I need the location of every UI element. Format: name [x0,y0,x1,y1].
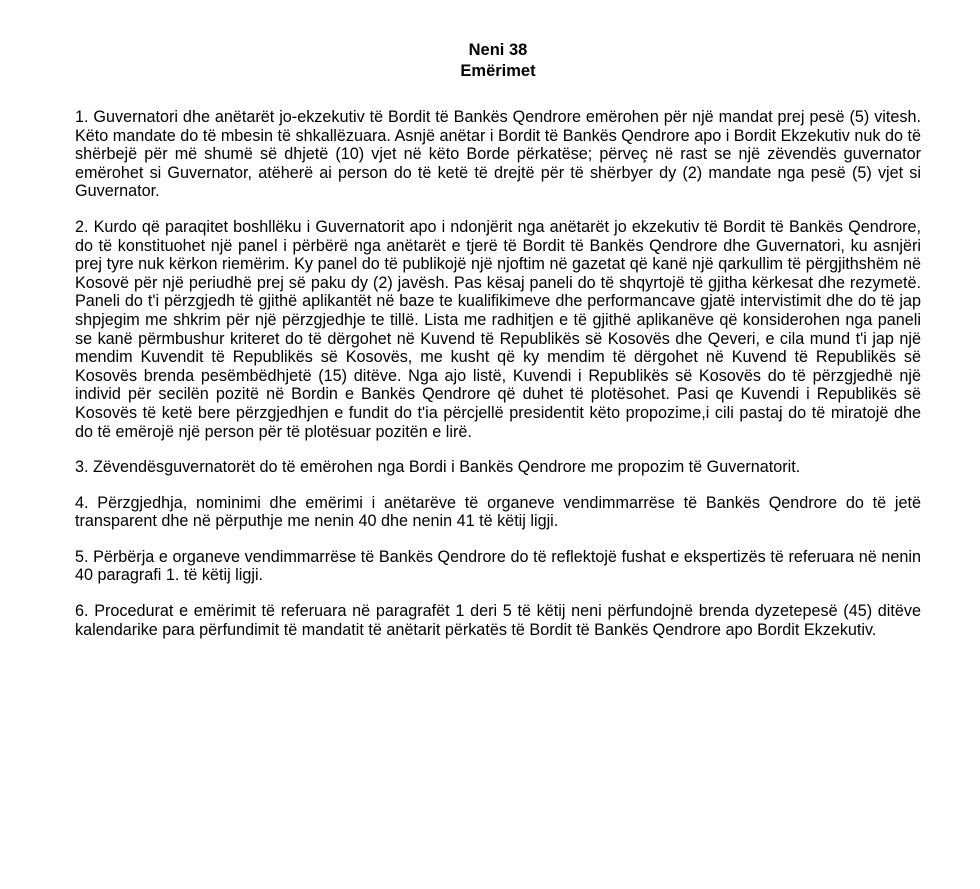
paragraph-4: 4. Përzgjedhja, nominimi dhe emërimi i anëtarëve të organeve vendimmarrëse të Bankës Qendrore do të jetë transparent dhe në përputhje me nenin 40 dhe nenin 41 të këtij ligji. [75,493,921,531]
paragraph-6: 6. Procedurat e emërimit të referuara në paragrafët 1 deri 5 të këtij neni përfundojnë brenda dyzetepesë (45) ditëve kalendarike para përfundimit të mandatit të anëtarit përkatës të Bordit të Bankës Qendrore apo Bordit Ekzekutiv. [75,602,921,639]
paragraph-3: 3. Zëvendësguvernatorët do të emërohen nga Bordi i Bankës Qendrore me propozim të Guvernatorit. [75,458,801,477]
paragraph-5: 5. Përbërja e organeve vendimmarrëse të Bankës Qendrore do të reflektojë fushat e ekspertizës të referuara në nenin 40 paragrafi 1. të këtij ligji. [75,547,921,585]
article-heading [75,40,921,82]
article-number: Neni 38 [468,41,528,59]
document-page [75,40,921,656]
paragraph-2: 2. Kurdo që paraqitet boshllëku i Guvernatorit apo i ndonjërit nga anëtarët jo ekzekutiv të Bordit të Bankës Qendrore, do të konstituohet një panel i përbërë nga anëtarët e tjerë të Bordit të Bankës Qendrore dhe Guvernatori, ku asnjëri prej tyre nuk kërkon riemërim. Ky panel do të publikojë një njoftim në gazetat që kanë një qarkullim të përgjithshëm në Kosovë për një periudhë prej së paku dy (2) javësh. Pas kësaj paneli do të shqyrtojë të gjitha kërkesat dhe rezymetë. Paneli do t'i përzgjedh të gjithë aplikantët në baze te kualifikimeve dhe performancave gjatë intervistimit dhe do të jap shpjegim me shkrim për një përzgjedhje te tillë. Lista me radhitjen e të gjithë aplikanëve që konsiderohen nga paneli se kanë përmbushur kriteret do të dërgohet në Kuvend të Republikës së Kosovës dhe Qeveri, e cila mund t'i jap një mendim Kuvendit të Republikës së Kosovës, me kusht që ky mendim të dërgohet në Kuvend të Republikës së Kosovës brenda pesëmbëdhjetë (15) ditëve. Nga ajo listë, Kuvendi i Republikës së Kosovës do të përzgjedhë një individ për secilën pozitë në Bordin e Bankës Qendrore që duhet të plotësohet. Pasi qe Kuvendi i Republikës së Kosovës të ketë bere përzgjedhjen e fundit do t'ia përcjellë presidentit këto propozime,i cili pastaj do të miratojë dhe do të emërojë një person për të plotësuar pozitën e lirë. [75,217,921,441]
paragraph-1: 1. Guvernatori dhe anëtarët jo-ekzekutiv të Bordit të Bankës Qendrore emërohen për një mandat prej pesë (5) vitesh. Këto mandate do të mbesin të shkallëzuara. Asnjë anëtar i Bordit të Bankës Qendrore apo i Bordit Ekzekutiv nuk do të shërbejë për më shumë së dhjetë (10) vjet në këto Borde përkatëse; përveç në rast se një zëvendës guvernator emërohet si Guvernator, atëherë ai person do të ketë të drejtë për të shërbyer dy (2) mandate nga pesë (5) vjet si Guvernator. [75,108,921,201]
article-title: Emërimet [460,62,536,80]
article-body [75,108,921,639]
